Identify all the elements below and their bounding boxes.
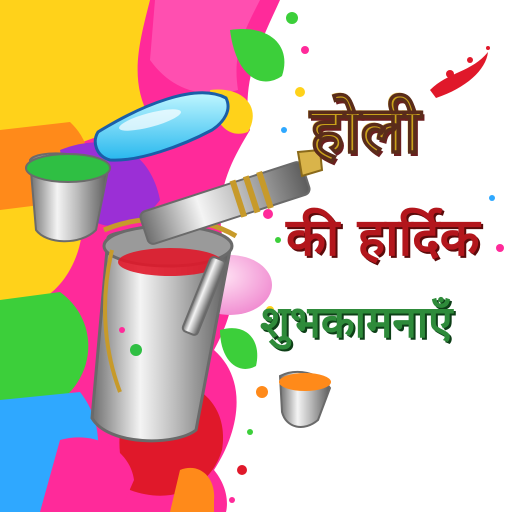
greeting-text: [250, 70, 512, 370]
color-bowl-icon: [26, 153, 110, 241]
greeting-shubhkamnayen: शुभकामनाएँ: [260, 297, 453, 348]
greeting-holi: होली: [310, 93, 421, 168]
greeting-ki-hardik: की हार्दिक: [286, 207, 480, 268]
color-bowl-icon: [279, 372, 331, 427]
